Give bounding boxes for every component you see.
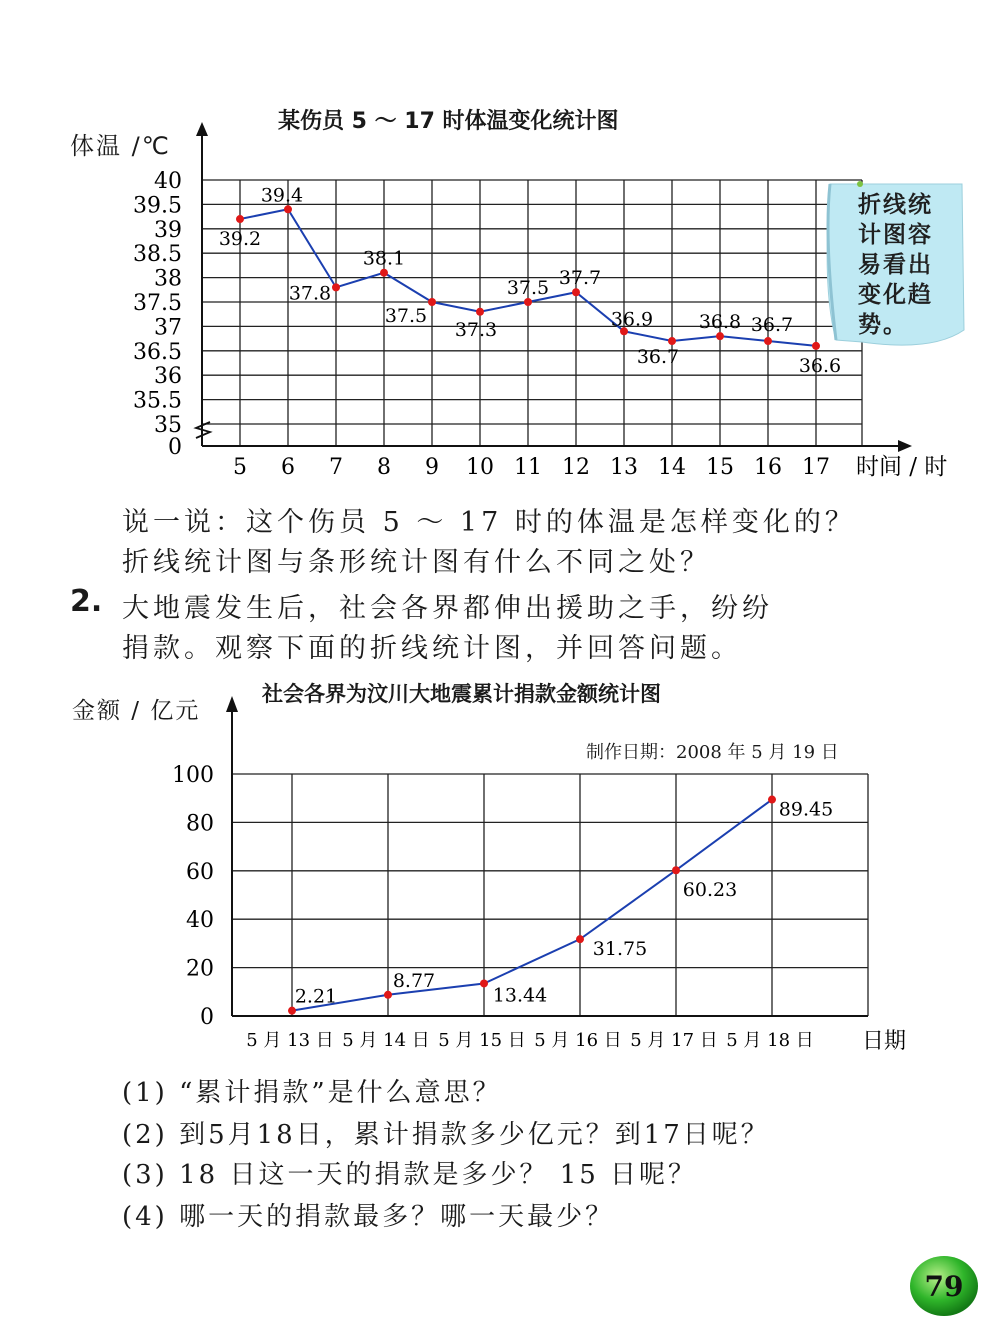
- chart1-value-label: 38.1: [362, 247, 406, 270]
- chart1-point: [764, 337, 772, 345]
- chart2-x-tick: 5 月 15 日: [438, 1030, 526, 1051]
- chart1-x-tick: 16: [754, 455, 782, 480]
- chart1-point: [668, 337, 676, 345]
- chart2-value-label: 2.21: [294, 985, 338, 1008]
- chart1-y-tick: 37: [154, 315, 182, 341]
- chart1-value-label: 39.4: [260, 184, 304, 207]
- chart1-point: [332, 283, 340, 291]
- tip-line: 计图容: [858, 222, 933, 248]
- tip-note-text: [858, 190, 958, 340]
- chart1-x-tick: 10: [466, 455, 494, 480]
- chart2-y-tick: 100: [172, 763, 214, 788]
- chart1-value-label: 37.8: [288, 282, 332, 305]
- chart2-x-tick: 5 月 13 日: [246, 1030, 334, 1051]
- chart1-value-label: 36.8: [698, 311, 742, 334]
- chart2-y-tick: 20: [186, 956, 214, 982]
- chart2-value-label: 60.23: [682, 879, 738, 902]
- problem2-number: 2.: [70, 584, 103, 619]
- chart2-point: [480, 979, 488, 987]
- chart1-value-label: 37.5: [506, 277, 550, 299]
- chart1-y-tick: 40: [154, 169, 182, 194]
- chart2-point: [384, 991, 392, 999]
- page-number-badge: [908, 1254, 980, 1318]
- chart1-grid: [202, 180, 862, 446]
- chart2-ylabel: 金额 / 亿元: [72, 698, 201, 724]
- chart2-point: [672, 866, 680, 874]
- chart1-y-arrow: [196, 122, 208, 136]
- chart1-value-labels: [219, 184, 841, 377]
- chart2-value-labels: [295, 799, 833, 1008]
- chart2-point: [288, 1007, 296, 1015]
- chart1-point: [716, 332, 724, 340]
- chart1-x-tick: 9: [425, 455, 439, 480]
- chart2-y-tick: 80: [186, 811, 214, 837]
- problem2-line-1: 大地震发生后，社会各界都伸出援助之手，纷纷: [122, 593, 773, 624]
- chart1-y-tick: 35: [154, 413, 182, 438]
- chart2-point: [768, 796, 776, 804]
- chart2-x-tick: 5 月 14 日: [342, 1030, 430, 1051]
- chart1-x-tick: 15: [706, 455, 734, 480]
- chart1-x-ticks: [233, 455, 830, 480]
- question-line-2: 折线统计图与条形统计图有什么不同之处？: [122, 547, 711, 578]
- chart2-x-tick: 5 月 18 日: [726, 1030, 814, 1051]
- chart1-x-tick: 12: [562, 455, 590, 480]
- chart2-y-tick: 60: [186, 859, 214, 885]
- chart1-x-tick: 13: [610, 455, 638, 480]
- chart1-value-label: 37.5: [384, 305, 428, 327]
- chart1-value-label: 36.7: [636, 346, 680, 369]
- chart1-value-label: 36.6: [798, 354, 842, 377]
- tip-line: 易看出: [858, 252, 933, 278]
- chart2-date-note: 制作日期：2008 年 5 月 19 日: [586, 742, 839, 763]
- chart2-value-label: 13.44: [492, 984, 548, 1007]
- chart1-point: [572, 288, 580, 296]
- chart2-point: [576, 935, 584, 943]
- chart1-point: [524, 298, 532, 306]
- chart1-y-ticks: [133, 169, 182, 460]
- sub-question-4: (4) 哪一天的捐款最多？哪一天最少？: [122, 1202, 615, 1232]
- chart1-point: [428, 298, 436, 306]
- chart1-x-tick: 5: [233, 455, 247, 480]
- chart1-xlabel: 时间 / 时: [856, 454, 948, 480]
- chart2-grid: [232, 774, 868, 1016]
- chart1-y-tick: 36: [154, 364, 182, 390]
- chart2-svg: [0, 690, 1000, 1070]
- chart1-x-tick: 6: [281, 455, 295, 480]
- page-number: 79: [924, 1270, 964, 1303]
- chart1-y-tick: 35.5: [133, 388, 182, 414]
- chart2-value-label: 89.45: [778, 798, 834, 821]
- chart1-point: [236, 215, 244, 223]
- chart1-title: 某伤员 5 ～ 17 时体温变化统计图: [278, 109, 619, 134]
- problem2-line-2: 捐款。观察下面的折线统计图，并回答问题。: [122, 633, 742, 664]
- chart2-x-ticks: [246, 1030, 814, 1051]
- chart1-point: [380, 269, 388, 277]
- chart1-x-tick: 17: [802, 455, 830, 480]
- chart1-value-label: 39.2: [218, 228, 262, 251]
- sub-question-3: (3) 18 日这一天的捐款是多少？ 15 日呢？: [122, 1160, 698, 1190]
- question-line-1: 说一说：这个伤员 5 ～ 17 时的体温是怎样变化的？: [122, 507, 856, 538]
- tip-line: 势。: [858, 312, 908, 338]
- chart1-y-tick: 36.5: [133, 339, 182, 365]
- chart1-x-tick: 8: [377, 455, 391, 480]
- sub-question-1: (1) “累计捐款”是什么意思？: [122, 1078, 502, 1108]
- chart1-x-tick: 7: [329, 455, 343, 480]
- chart2-xlabel: 日期: [862, 1029, 907, 1054]
- chart2-series-line: [292, 800, 772, 1011]
- chart2-y-ticks: [172, 763, 214, 1030]
- chart1-x-tick: 14: [658, 455, 686, 480]
- chart1-y-tick: 39.5: [133, 193, 182, 219]
- chart1-ylabel: 体温 /℃: [70, 132, 171, 160]
- chart2-points: [288, 796, 776, 1015]
- chart1-point: [284, 205, 292, 213]
- tip-line: 变化趋: [858, 282, 933, 308]
- chart1-y-tick: 39: [154, 217, 182, 243]
- chart1-point: [812, 342, 820, 350]
- chart1-point: [476, 308, 484, 316]
- chart1-y-tick: 38.5: [133, 242, 182, 268]
- chart2-y-arrow: [226, 696, 238, 712]
- sub-question-2: (2) 到5月18日，累计捐款多少亿元？到17日呢？: [122, 1120, 770, 1150]
- tip-line: 折线统: [858, 192, 933, 218]
- chart2-x-tick: 5 月 17 日: [630, 1030, 718, 1051]
- chart1-value-label: 36.9: [610, 308, 654, 331]
- chart1-value-label: 36.7: [750, 314, 794, 337]
- chart1-value-label: 37.3: [454, 318, 498, 341]
- chart1-x-arrow: [898, 440, 912, 452]
- chart1-y-tick: 0: [168, 435, 182, 460]
- chart2-value-label: 31.75: [592, 938, 648, 961]
- chart1-y-tick: 38: [154, 266, 182, 292]
- chart2-value-label: 8.77: [392, 969, 436, 992]
- chart2-y-tick: 0: [200, 1005, 214, 1030]
- chart2-y-tick: 40: [186, 908, 214, 934]
- chart2-title: 社会各界为汶川大地震累计捐款金额统计图: [262, 682, 661, 706]
- chart1-value-label: 37.7: [558, 267, 602, 290]
- chart1-x-tick: 11: [514, 455, 542, 480]
- chart1-y-tick: 37.5: [133, 291, 182, 316]
- chart2-x-tick: 5 月 16 日: [534, 1030, 622, 1051]
